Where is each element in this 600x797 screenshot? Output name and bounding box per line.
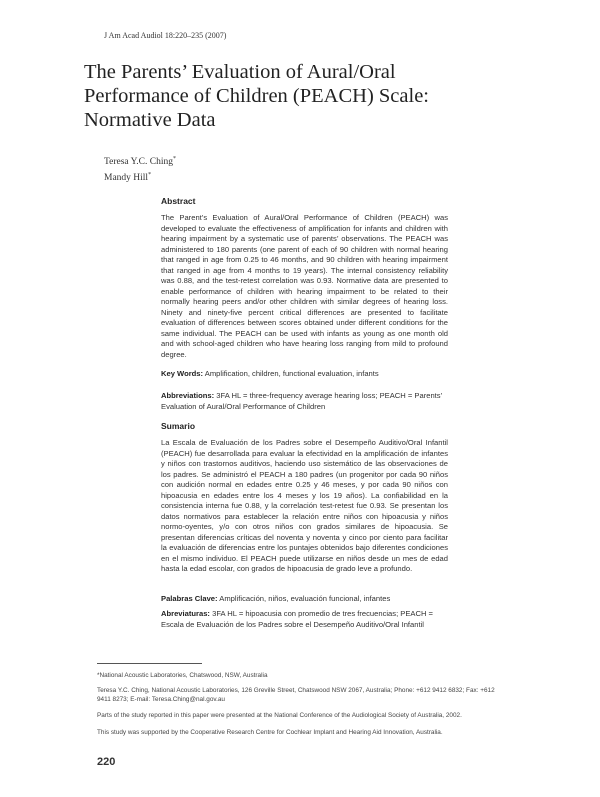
footnote-divider bbox=[97, 663, 202, 664]
keywords-section bbox=[161, 369, 448, 380]
author-1 bbox=[104, 153, 176, 169]
affiliation-mark: * bbox=[173, 156, 176, 162]
keywords-text: Amplification, children, functional evaluation, infants bbox=[204, 369, 379, 378]
abstract-text: The Parent’s Evaluation of Aural/Oral Performance of Children (PEACH) was developed to evaluate the effectiveness of amplification for infants and children with hearing impairment by a systematic use of parents’ observations. The PEACH was administered to 180 parents (one parent of each of 90 children with normal hearing that ranged in age from 0.25 to 46 months, and 90 children with hearing impairment that ranged in age from 4 months to 19 years). The internal consistency reliability was 0.88, and the test-retest correlation was 0.93. Normative data are presented to enable performance of children with hearing impairment to be related to their normally hearing peers and/or other children with similar degrees of hearing loss. Ninety and ninety-five percent critical differences are presented to facilitate evaluation of differences between scores obtained under different conditions for the same individual. The PEACH can be used with infants as young as one month old and with school-aged children who have hearing loss ranging from mild to profound degree. bbox=[161, 213, 448, 359]
sumario-text: La Escala de Evaluación de los Padres sobre el Desempeño Auditivo/Oral Infantil (PEACH) fue desarrollada para evaluar la efectividad en la amplificación de infantes y niños con trastornos auditivos, haciendo uso sistemático de las observaciones de los padres. Se administró el PEACH a 180 padres (un progenitor por cada 90 niños con audición normal en edades entre 0.25 y 46 meses, y por cada 90 niños con hipoacusia en edades entre los 4 meses y los 19 años). La confiabilidad en la consistencia interna fue 0.88, y la correlación test-retest fue 0.93. Se presentan los datos normativos para establecer la relación entre niños con hipoacusia y niños normo-oyentes, y/o con otros niños con grados similares de hipoacusia. Se presentan diferencias críticas del noventa y noventa y cinco por ciento para facilitar la evaluación de diferencias entre los puntajes obtenidos bajo diferentes condiciones en el mismo individuo. El PEACH puede utilizarse en niños desde un mes de edad hasta la edad escolar, con grados de hipoacusia de grado leve a profundo. bbox=[161, 438, 448, 573]
page-number: 220 bbox=[97, 756, 116, 768]
paper-title: The Parents’ Evaluation of Aural/Oral Performance of Children (PEACH) Scale: Normative Data bbox=[84, 61, 429, 131]
palabras-clave-section bbox=[161, 594, 448, 605]
abreviaturas-text: 3FA HL = hipoacusia con promedio de tres frecuencias; PEACH = Escala de Evaluación de los Padres sobre el Desempeño Auditivo/Oral Infantil bbox=[161, 609, 433, 629]
footnote-support: This study was supported by the Cooperative Research Centre for Cochlear Implant and Hearing Aid Innovation, Australia. bbox=[97, 729, 443, 736]
author-2 bbox=[104, 169, 176, 185]
journal-reference: J Am Acad Audiol 18:220–235 (2007) bbox=[104, 31, 227, 40]
sumario-heading: Sumario bbox=[161, 421, 196, 431]
affiliation-mark: * bbox=[148, 172, 152, 178]
abreviaturas-label: Abreviaturas: bbox=[161, 609, 210, 618]
footnote-presented: Parts of the study reported in this paper were presented at the National Conference of the Audiological Society of Australia, 2002. bbox=[97, 712, 462, 719]
abbreviations-label: Abbreviations: bbox=[161, 391, 215, 400]
abstract-heading: Abstract bbox=[161, 196, 196, 206]
author-name: Mandy Hill bbox=[104, 173, 149, 183]
sumario-section bbox=[161, 421, 448, 575]
palabras-clave-label: Palabras Clave: bbox=[161, 594, 218, 603]
keywords-label: Key Words: bbox=[161, 369, 204, 378]
palabras-clave-text: Amplificación, niños, evaluación funcional, infantes bbox=[219, 594, 391, 603]
abbreviations-section bbox=[161, 391, 448, 412]
footnote-contact: Teresa Y.C. Ching, National Acoustic Laboratories, 126 Greville Street, Chatswood NSW 2067, Australia; Phone: +612 9412 6832; Fax: +612 9411 8273; E-mail: Teresa.Ching@nal.gov.au bbox=[97, 687, 495, 703]
footnote-affiliation: *National Acoustic Laboratories, Chatswood, NSW, Australia bbox=[97, 672, 268, 679]
abreviaturas-section bbox=[161, 609, 448, 630]
author-list bbox=[104, 153, 176, 185]
abbreviations-text: 3FA HL = three-frequency average hearing loss; PEACH = Parents’ Evaluation of Aural/Oral Performance of Children bbox=[161, 391, 442, 411]
author-name: Teresa Y.C. Ching bbox=[104, 157, 173, 167]
abstract-section bbox=[161, 196, 448, 360]
